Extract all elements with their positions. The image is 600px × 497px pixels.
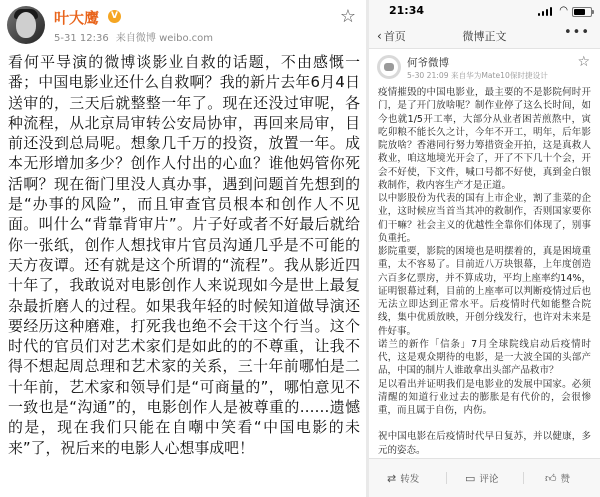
status-time: 21:34 (389, 4, 425, 17)
author-avatar[interactable] (377, 55, 401, 79)
author-name[interactable]: 叶大鹰 (54, 9, 100, 27)
verified-badge-icon: V (108, 10, 121, 23)
post-source: 来自微博 weibo.com (115, 33, 214, 44)
comment-icon: ▭ (465, 472, 476, 485)
star-outline-icon[interactable]: ☆ (339, 6, 356, 27)
comment-button[interactable] (465, 471, 498, 485)
author-name[interactable]: 何爷微博 (407, 57, 449, 69)
status-bar (369, 0, 600, 22)
star-outline-icon[interactable]: ☆ (577, 54, 590, 70)
chevron-left-icon: ‹ (377, 29, 382, 43)
author-avatar[interactable] (7, 6, 45, 44)
avatar-face (16, 12, 36, 38)
divider (446, 472, 447, 484)
closing-paragraph: 祝中国电影在后疫情时代早日复苏，并以健康，多元的姿态。 (378, 431, 591, 456)
phone-weibo-post (369, 0, 600, 497)
page-title: 微博正文 (462, 30, 507, 43)
repost-icon: ⇄ (387, 472, 397, 485)
paragraph: 以中影股份为代表的国有上市企业，割了韭菜的企业，这时候应当首当其冲的救制作，否则国家要你们干嘛？社会主义的优越性全靠你们体现了，别事负重托。 (378, 193, 591, 244)
action-bar (369, 458, 600, 497)
like-label: 赞 (560, 474, 571, 485)
wifi-icon: ◠ (559, 5, 568, 16)
battery-icon (572, 7, 592, 17)
repost-button[interactable] (387, 471, 419, 485)
more-icon[interactable]: ••• (563, 25, 590, 40)
divider (523, 472, 524, 484)
post-body-text: 看何平导演的微博谈影业自救的话题，不由感慨一番；中国电影业还什么自救啊？我的新片去年6月4日送审的，三天后就整整一年了。现在还没过审呢，各种流程，从北京局审转公安局协审，再回来局审，目前还没到总局呢。想象几千万的投资，放置一年。成本无形增加多少？创作人付出的心血？谁他妈管你死活啊？现在衙门里没人真办事，遇到问题首先想到的是“办事的风险”，而且审查官员根本和创作人不见面。叫什么“背靠背审片”。片子好或者不好最后就给你一张纸，创作人想找审片官员沟通几乎是不可能的天方夜谭。还有就是这个所谓的“流程”。我从影近四十年了，我敢说对电影创作人来说现如今是世上最复杂最折磨人的过程。如果我年轻的时候知道做导演还要经历这种磨难，打死我也绝不会干这个行当。这个时代的官员们对艺术家们是如此的的不尊重，让我不得不想起周总理和艺术家的关系，三十年前哪怕是二十年前，艺术家和领导们是“可商量的”，哪怕意见不一致也是“沟通”的，电影创作人是被尊重的……遗憾的是，现在我们只能在自嘲中笑看“中国电影的未来”了，祝后来的电影人心想事成吧！ (8, 53, 360, 457)
post-meta: 5-30 21:09 来自华为Mate10保时捷设计 (407, 71, 548, 80)
thumbs-up-icon: 👍︎ (545, 472, 557, 485)
paragraph: 影院重要，影院的困境也是明摆着的，真是困境重重，太不容易了。目前近八万块银幕，上年度创造六百多亿票房，并不算成功，平均上座率约14%，证明银幕过剩，目前的上座率可以判断疫情过后也无法立即达到正常水平。后疫情时代如能整合院线，集中优质放映，开创分线发行，也许对未来是件好事。 (378, 246, 591, 337)
comment-label: 评论 (479, 474, 499, 485)
post-meta (54, 29, 217, 44)
back-label: 首页 (383, 30, 406, 43)
post-date[interactable]: 5-31 12:36 (54, 33, 109, 44)
nav-bar (369, 22, 600, 49)
paragraph: 诺兰的新作「信条」7月全球院线启动后疫情时代，这是观众期待的电影，是一大波全国的头部产品，中国的制片人谁敢拿出头部产品救市？ (378, 338, 591, 377)
repost-label: 转发 (400, 474, 420, 485)
post-body-text (378, 86, 591, 457)
like-button[interactable] (545, 471, 570, 485)
paragraph: 疫情摧毁的中国电影业，最主要的不是影院何时开门，是了开门放啥呢？制作业停了这么长时间，如今也就1/5开工率，大部分从业者困苦煎熬中，寅吃卯粮不能长久之计，今年不开工，明年，后年影院放啥？香港同行努力筹措资金开拍，这是真救人救业，咱这地境光开会了，开了不下几十个会，开会不好使，下文件，喊口号都不好使，真到金白银救制作，救内容生产才是正道。 (378, 87, 591, 191)
paragraph: 足以看出并证明我们是电影业的发展中国家。必须清醒的知道行业过去的膨胀是有代价的，会很惨重，而且属于自伤，内伤。 (378, 378, 591, 416)
signal-icon (538, 7, 552, 16)
